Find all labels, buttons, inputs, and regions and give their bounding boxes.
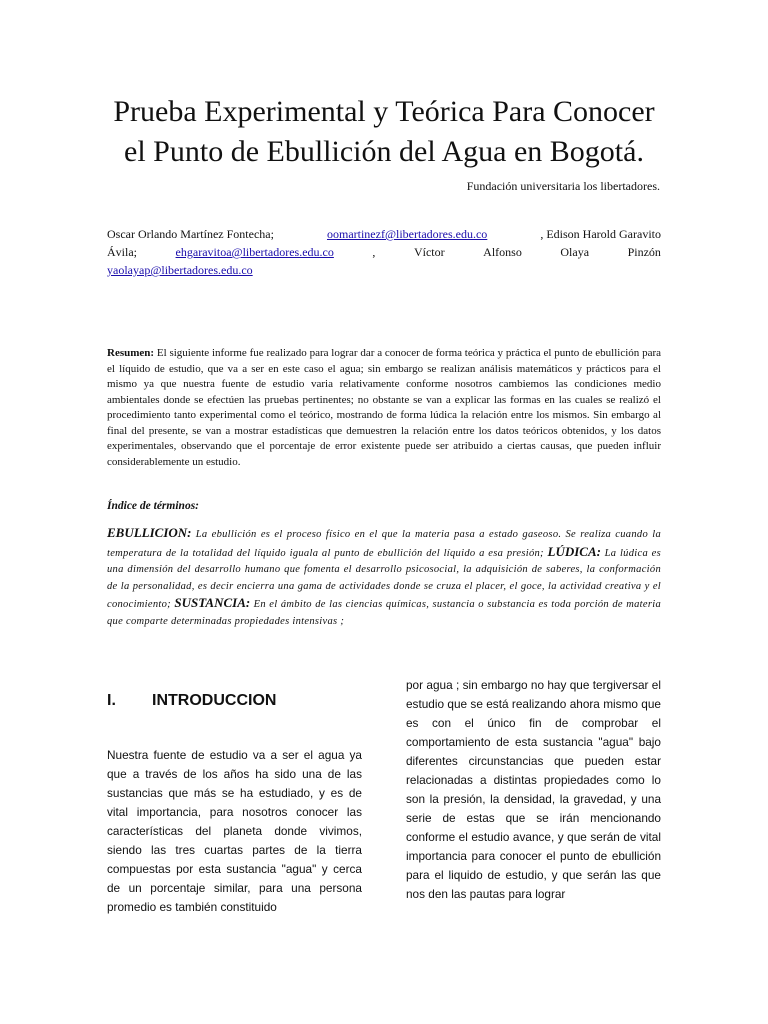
term-ebullicion: EBULLICION:	[107, 525, 192, 540]
abstract-text: El siguiente informe fue realizado para lograr dar a conocer de forma teórica y práctica el punto de ebullición para el líquido de estudio, que va a ser en este caso el agua; sin embargo se realizan análisis matemáticos y prácticos para el mismo ya que nuestra fuente de estudio varia relativamente conforme nosotros cambiemos las condiciones medio ambientales donde se efectúen las pruebas pertinentes; no obstante se van a explicar las formas en las cuales se realizó el procedimiento tanto experimental como el teórico, mostrando de forma lúdica la relación entre los mismos. Sin embargo al final del presente, se van a mostrar estadísticas que demuestren la relación entre los datos teóricos obtenidos, y los datos experimentales, observando que el porcentaje de error existente puede ser atribuido a ciertas causas, que pueden influir considerablemente un estudio.	[107, 347, 661, 468]
authors-line-3	[107, 261, 661, 279]
index-terms	[107, 525, 661, 630]
author-2-name: , Edison Harold Garavito	[540, 227, 661, 241]
author-3-email-link[interactable]: yaolayap@libertadores.edu.co	[107, 263, 253, 277]
term-ebullicion-definition: La ebullición es el proceso físico en el que la materia pasa a estado gaseoso. Se realiza cuando la temperatura de la totalidad del líquido iguala al punto de ebullición del líquido a esa presión;	[107, 529, 661, 559]
abstract	[107, 346, 661, 470]
section-title: INTRODUCCION	[152, 692, 277, 709]
author-1-email-link[interactable]: oomartinezf@libertadores.edu.co	[326, 227, 488, 241]
intro-column-right: por agua ; sin embargo no hay que tergiversar el estudio que se está realizando ahora mismo que es con el único fin de comprobar el comportamiento de esta sustancia "agua" bajo diferentes circunstancias que pueden estar relacionadas a distintas propiedades como lo son la presión, la densidad, la gravedad, y una serie de estas que se irán mencionando conforme el estudio avance, y que serán de vital importancia para conocer el punto de ebullición para el liquido de estudio, y que serán las que nos den las pautas para lograr	[406, 678, 661, 901]
abstract-label: Resumen:	[107, 347, 155, 359]
authors-line-2	[107, 243, 661, 261]
institution: Fundación universitaria los libertadores.	[466, 179, 660, 193]
term-sustancia: SUSTANCIA:	[174, 595, 251, 610]
section-heading	[107, 692, 276, 710]
author-separator: ,	[372, 245, 376, 259]
title-line-1: Prueba Experimental y Teórica Para Conocer	[113, 95, 655, 128]
author-3-word-1: Víctor	[413, 245, 445, 259]
term-ludica-definition: La lúdica es una dimensión del desarrollo humano que fomenta el desarrollo psicosocial, la adquisición de saberes, la conformación de la personalidad, es decir encierra una gama de actividades donde se cruza el placer, el goce, la actividad creativa y el conocimiento;	[107, 547, 661, 610]
author-1-name: Oscar Orlando Martínez Fontecha;	[107, 227, 274, 241]
term-sustancia-definition: En el ámbito de las ciencias químicas, sustancia o substancia es toda porción de materia que comparte determinadas propiedades intensivas ;	[107, 599, 661, 627]
intro-column-left: Nuestra fuente de estudio va a ser el agua ya que a través de los años ha sido una de las sustancias que más se ha estudiado, y es de vital importancia, para nosotros conocer las características del planeta donde vivimos, siendo las tres cuartas partes de la tierra compuestas por esta sustancia "agua" y cerca de un porcentaje similar, para una persona promedio es también constituido	[107, 748, 362, 914]
author-3-word-2: Alfonso	[483, 245, 522, 259]
authors-line-1	[107, 225, 661, 243]
paper-title	[100, 92, 668, 172]
title-line-2: el Punto de Ebullición del Agua en Bogotá.	[124, 135, 644, 168]
author-3-word-4: Pinzón	[627, 245, 661, 259]
author-2-name-cont: Ávila;	[107, 245, 137, 259]
term-ludica: LÚDICA:	[547, 543, 601, 559]
authors-block	[107, 225, 661, 279]
index-terms-title: Índice de términos:	[107, 500, 199, 512]
author-3-word-3: Olaya	[560, 245, 590, 259]
section-number: I.	[107, 692, 116, 709]
author-2-email-link[interactable]: ehgaravitoa@libertadores.edu.co	[175, 245, 334, 259]
